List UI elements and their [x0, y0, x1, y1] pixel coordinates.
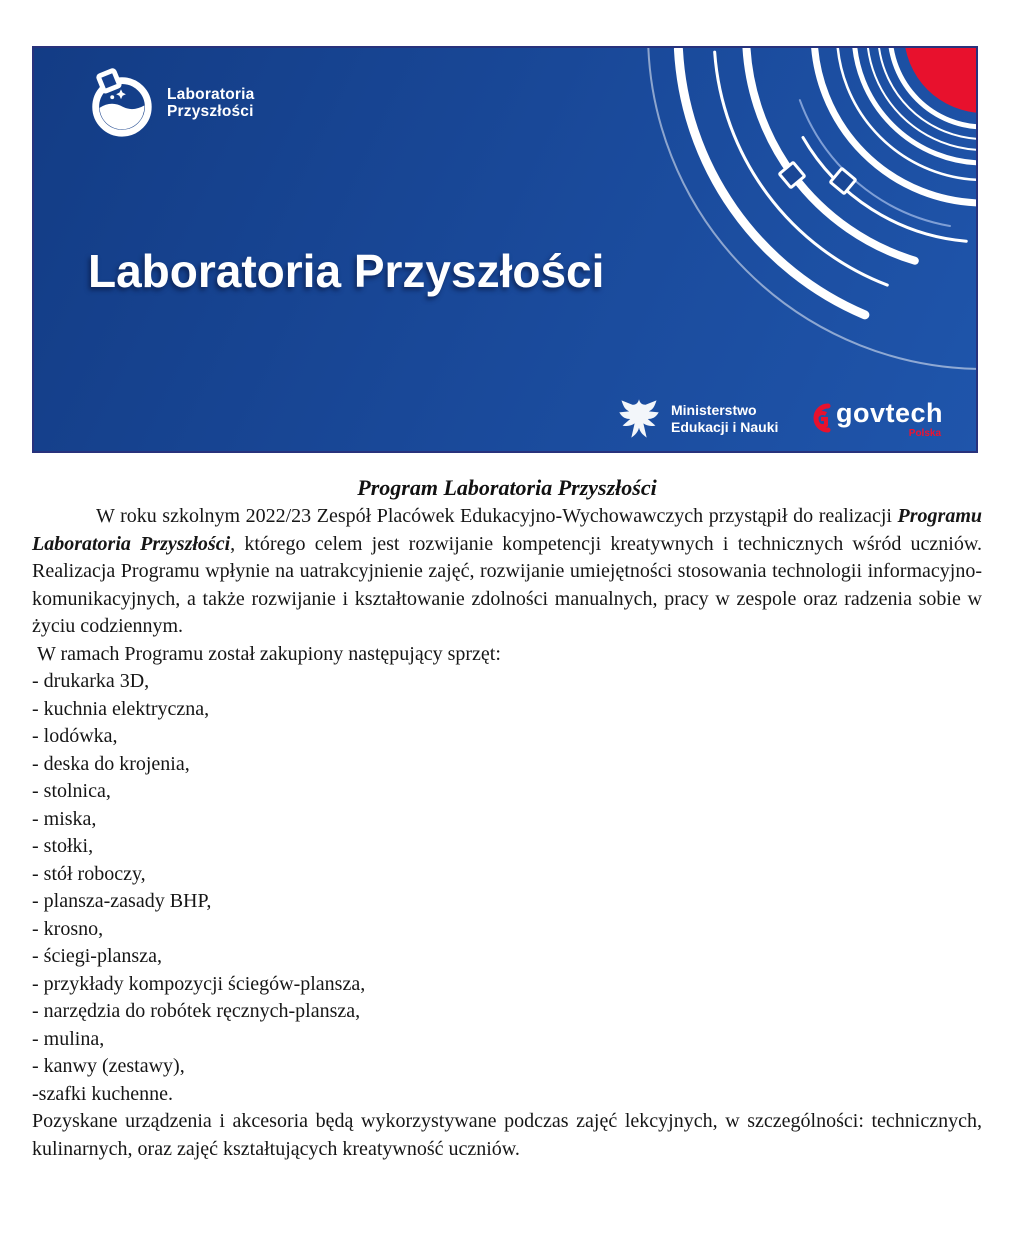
diamond-marker: [830, 168, 855, 193]
document-page: [0, 46, 1014, 1163]
equipment-item: - stolnica,: [32, 780, 111, 802]
equipment-item: - krosno,: [32, 917, 104, 940]
equipment-item: - przykłady kompozycji ściegów-plansza,: [32, 972, 366, 995]
document-body: [0, 475, 1014, 1163]
equipment-item: - plansza-zasady BHP,: [32, 890, 212, 912]
intro-paragraph: [32, 503, 982, 641]
red-corner-circle: [904, 48, 978, 113]
eagle-icon: [617, 396, 661, 442]
govtech-logo: [804, 400, 943, 439]
logo-text-line2: Przyszłości: [167, 103, 254, 120]
equipment-intro: W ramach Programu został zakupiony następujący sprzęt:: [32, 642, 501, 665]
govtech-icon: [804, 400, 832, 436]
equipment-item: - deska do krojenia,: [32, 752, 190, 775]
equipment-item: - lodówka,: [32, 725, 118, 747]
govtech-name: govtech: [836, 398, 944, 428]
equipment-item: -szafki kuchenne.: [32, 1082, 174, 1105]
logo-text-line1: Laboratoria: [167, 85, 255, 103]
equipment-item: - drukarka 3D,: [32, 670, 150, 692]
program-name-emphasis: Programu Laboratoria Przyszłości: [32, 505, 982, 555]
equipment-item: - stół roboczy,: [32, 862, 146, 885]
paragraph-text-before: W roku szkolnym 2022/23 Zespół Placówek Edukacyjno-Wychowawczych przystąpił do realizacji: [96, 505, 898, 527]
ministry-logo: [617, 396, 778, 442]
document-title: Program Laboratoria Przyszłości: [357, 475, 657, 500]
equipment-item: - ściegi-plansza,: [32, 945, 162, 967]
equipment-item: - kanwy (zestawy),: [32, 1055, 185, 1077]
equipment-item: - mulina,: [32, 1027, 105, 1050]
closing-paragraph: Pozyskane urządzenia i akcesoria będą wykorzystywane podczas zajęć lekcyjnych, w szczególności: technicznych, kulinarnych, oraz zajęć kształtujących kreatywność uczniów.: [32, 1110, 982, 1160]
equipment-item: - miska,: [32, 807, 97, 830]
ministry-line2: Edukacji i Nauki: [671, 419, 779, 435]
equipment-list: [32, 668, 982, 1108]
arc: [648, 48, 978, 369]
flask-icon: [84, 66, 158, 140]
ministry-line1: Ministerstwo: [671, 401, 757, 418]
paragraph-text-after: , którego celem jest rozwijanie kompetencji kreatywnych i technicznych wśród uczniów. Realizacja Programu wpłynie na uatrakcyjnienie zajęć, rozwijanie umiejętności stosowania technologii informacyjno-komunikacyjnych, a także rozwijanie i kształtowanie zdolności manualnych, pracy w zespole oraz radzenia sobie w życiu codziennym.: [32, 532, 983, 637]
equipment-item: - narzędzia do robótek ręcznych-plansza,: [32, 1000, 361, 1022]
equipment-item: - kuchnia elektryczna,: [32, 697, 210, 720]
govtech-country: Polska: [908, 428, 942, 439]
equipment-item: - stołki,: [32, 835, 94, 857]
banner-title: Laboratoria Przyszłości: [88, 245, 605, 297]
laboratoria-logo: [84, 66, 254, 140]
program-banner: [32, 46, 978, 453]
